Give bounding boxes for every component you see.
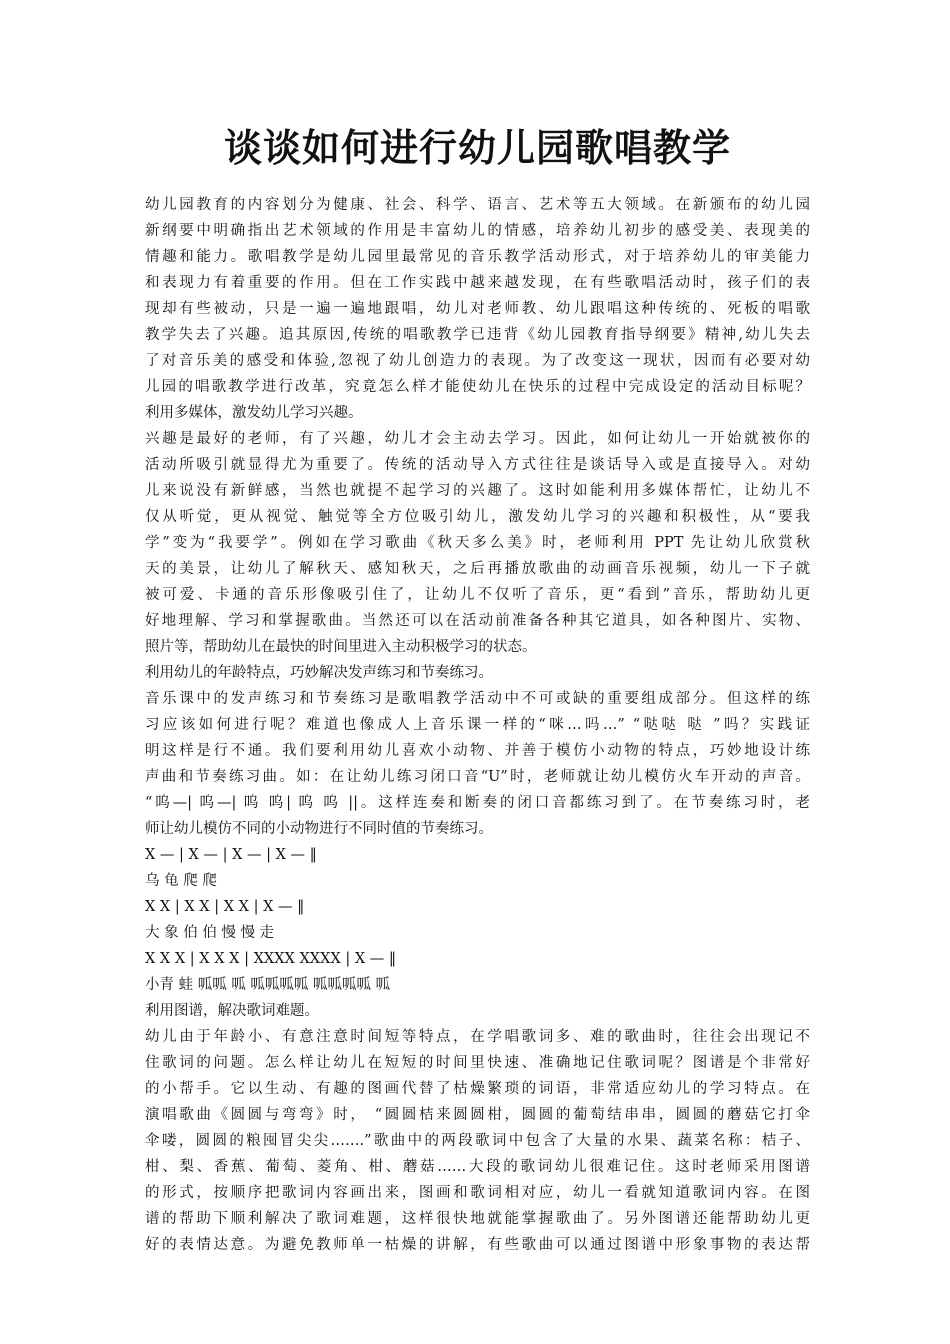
text-line: 演唱歌曲《圆圆与弯弯》时， “圆圆桔来圆圆柑，圆圆的葡萄结串串，圆圆的蘑菇它打伞 bbox=[145, 1107, 810, 1123]
text-line: 小青 蛙 呱呱 呱 呱呱呱呱 呱呱呱呱 呱 bbox=[145, 977, 391, 993]
text-line: 兴趣是最好的老师，有了兴趣，幼儿才会主动去学习。因此，如何让幼儿一开始就被你的 bbox=[145, 431, 810, 447]
text-line: 师让幼儿模仿不同的小动物进行不同时值的节奏练习。 bbox=[145, 821, 493, 837]
text-line: 现却有些被动，只是一遍一遍地跟唱，幼儿对老师教、幼儿跟唱这种传统的、死板的唱歌 bbox=[145, 301, 810, 317]
text-line: 活动所吸引就显得尤为重要了。传统的活动导入方式往往是谈话导入或是直接导入。对幼 bbox=[145, 457, 810, 473]
text-line: 声曲和节奏练习曲。如：在让幼儿练习闭口音“U”时，老师就让幼儿模仿火车开动的声音。 bbox=[145, 769, 810, 785]
text-line: 利用多媒体，激发幼儿学习兴趣。 bbox=[145, 405, 363, 421]
text-line: 大 象 伯 伯 慢 慢 走 bbox=[145, 925, 275, 941]
text-line: 学”变为“我要学”。例如在学习歌曲《秋天多么美》时，老师利用 PPT 先让幼儿欣赏秋 bbox=[145, 535, 810, 551]
document-body bbox=[145, 192, 810, 1258]
text-line: “呜—| 呜—| 呜 呜| 呜 呜 ||。这样连奏和断奏的闭口音都练习到了。在节奏练习时，老 bbox=[145, 795, 810, 811]
text-line: X X | X X | X X | X — ‖ bbox=[145, 899, 305, 915]
text-line: 利用幼儿的年龄特点，巧妙解决发声练习和节奏练习。 bbox=[145, 665, 493, 681]
text-line: 柑、梨、香蕉、葡萄、菱角、柑、蘑菇……大段的歌词幼儿很难记住。这时老师采用图谱 bbox=[145, 1159, 810, 1175]
text-line: 伞喽，圆圆的粮囤冒尖尖…….”歌曲中的两段歌词中包含了大量的水果、蔬菜名称：桔子、 bbox=[145, 1133, 810, 1149]
text-line: 好的表情达意。为避免教师单一枯燥的讲解，有些歌曲可以通过图谱中形象事物的表达帮 bbox=[145, 1237, 810, 1253]
text-line: 幼儿园教育的内容划分为健康、社会、科学、语言、艺术等五大领域。在新颁布的幼儿园 bbox=[145, 197, 810, 213]
text-line: 情趣和能力。歌唱教学是幼儿园里最常见的音乐教学活动形式，对于培养幼儿的审美能力 bbox=[145, 249, 810, 265]
text-line: X — | X — | X — | X — ‖ bbox=[145, 847, 317, 863]
text-line: 乌 龟 爬 爬 bbox=[145, 873, 217, 889]
text-line: 天的美景，让幼儿了解秋天、感知秋天，之后再播放歌曲的动画音乐视频，幼儿一下子就 bbox=[145, 561, 810, 577]
text-line: 了对音乐美的感受和体验,忽视了幼儿创造力的表现。为了改变这一现状，因而有必要对幼 bbox=[145, 353, 810, 369]
text-line: 儿园的唱歌教学进行改革，究竟怎么样才能使幼儿在快乐的过程中完成设定的活动目标呢？ bbox=[145, 379, 810, 395]
text-line: 教学失去了兴趣。追其原因,传统的唱歌教学已违背《幼儿园教育指导纲要》精神,幼儿失去 bbox=[145, 327, 810, 343]
text-line: 音乐课中的发声练习和节奏练习是歌唱教学活动中不可或缺的重要组成部分。但这样的练 bbox=[145, 691, 810, 707]
text-line: 住歌词的问题。怎么样让幼儿在短短的时间里快速、准确地记住歌词呢？图谱是个非常好 bbox=[145, 1055, 810, 1071]
document-title: 谈谈如何进行幼儿园歌唱教学 bbox=[223, 126, 731, 170]
text-line: 的小帮手。它以生动、有趣的图画代替了枯燥繁琐的词语，非常适应幼儿的学习特点。在 bbox=[145, 1081, 810, 1097]
text-line: 好地理解、学习和掌握歌曲。当然还可以在活动前准备各种其它道具，如各种图片、实物、 bbox=[145, 613, 810, 629]
document-page bbox=[145, 118, 810, 1258]
text-line: 习应该如何进行呢？难道也像成人上音乐课一样的“咪…吗…” “哒哒 哒 ”吗？实践证 bbox=[145, 717, 810, 733]
text-line: 明这样是行不通。我们要利用幼儿喜欢小动物、并善于模仿小动物的特点，巧妙地设计练 bbox=[145, 743, 810, 759]
text-line: 新纲要中明确指出艺术领域的作用是丰富幼儿的情感，培养幼儿初步的感受美、表现美的 bbox=[145, 223, 810, 239]
text-line: 儿来说没有新鲜感，当然也就提不起学习的兴趣了。这时如能利用多媒体帮忙，让幼儿不 bbox=[145, 483, 810, 499]
text-line: 的形式，按顺序把歌词内容画出来，图画和歌词相对应，幼儿一看就知道歌词内容。在图 bbox=[145, 1185, 810, 1201]
text-line: 谱的帮助下顺利解决了歌词难题，这样很快地就能掌握歌曲了。另外图谱还能帮助幼儿更 bbox=[145, 1211, 810, 1227]
text-line: X X X | X X X | XXXX XXXX | X — ‖ bbox=[145, 951, 397, 967]
text-line: 利用图谱，解决歌词难题。 bbox=[145, 1003, 319, 1019]
text-line: 幼儿由于年龄小、有意注意时间短等特点，在学唱歌词多、难的歌曲时，往往会出现记不 bbox=[145, 1029, 810, 1045]
text-line: 被可爱、卡通的音乐形像吸引住了，让幼儿不仅听了音乐，更“看到”音乐，帮助幼儿更 bbox=[145, 587, 810, 603]
text-line: 和表现力有着重要的作用。但在工作实践中越来越发现，在有些歌唱活动时，孩子们的表 bbox=[145, 275, 810, 291]
text-line: 仅从听觉，更从视觉、触觉等全方位吸引幼儿，激发幼儿学习的兴趣和积极性，从“要我 bbox=[145, 509, 810, 525]
text-line: 照片等，帮助幼儿在最快的时间里进入主动积极学习的状态。 bbox=[145, 639, 537, 655]
